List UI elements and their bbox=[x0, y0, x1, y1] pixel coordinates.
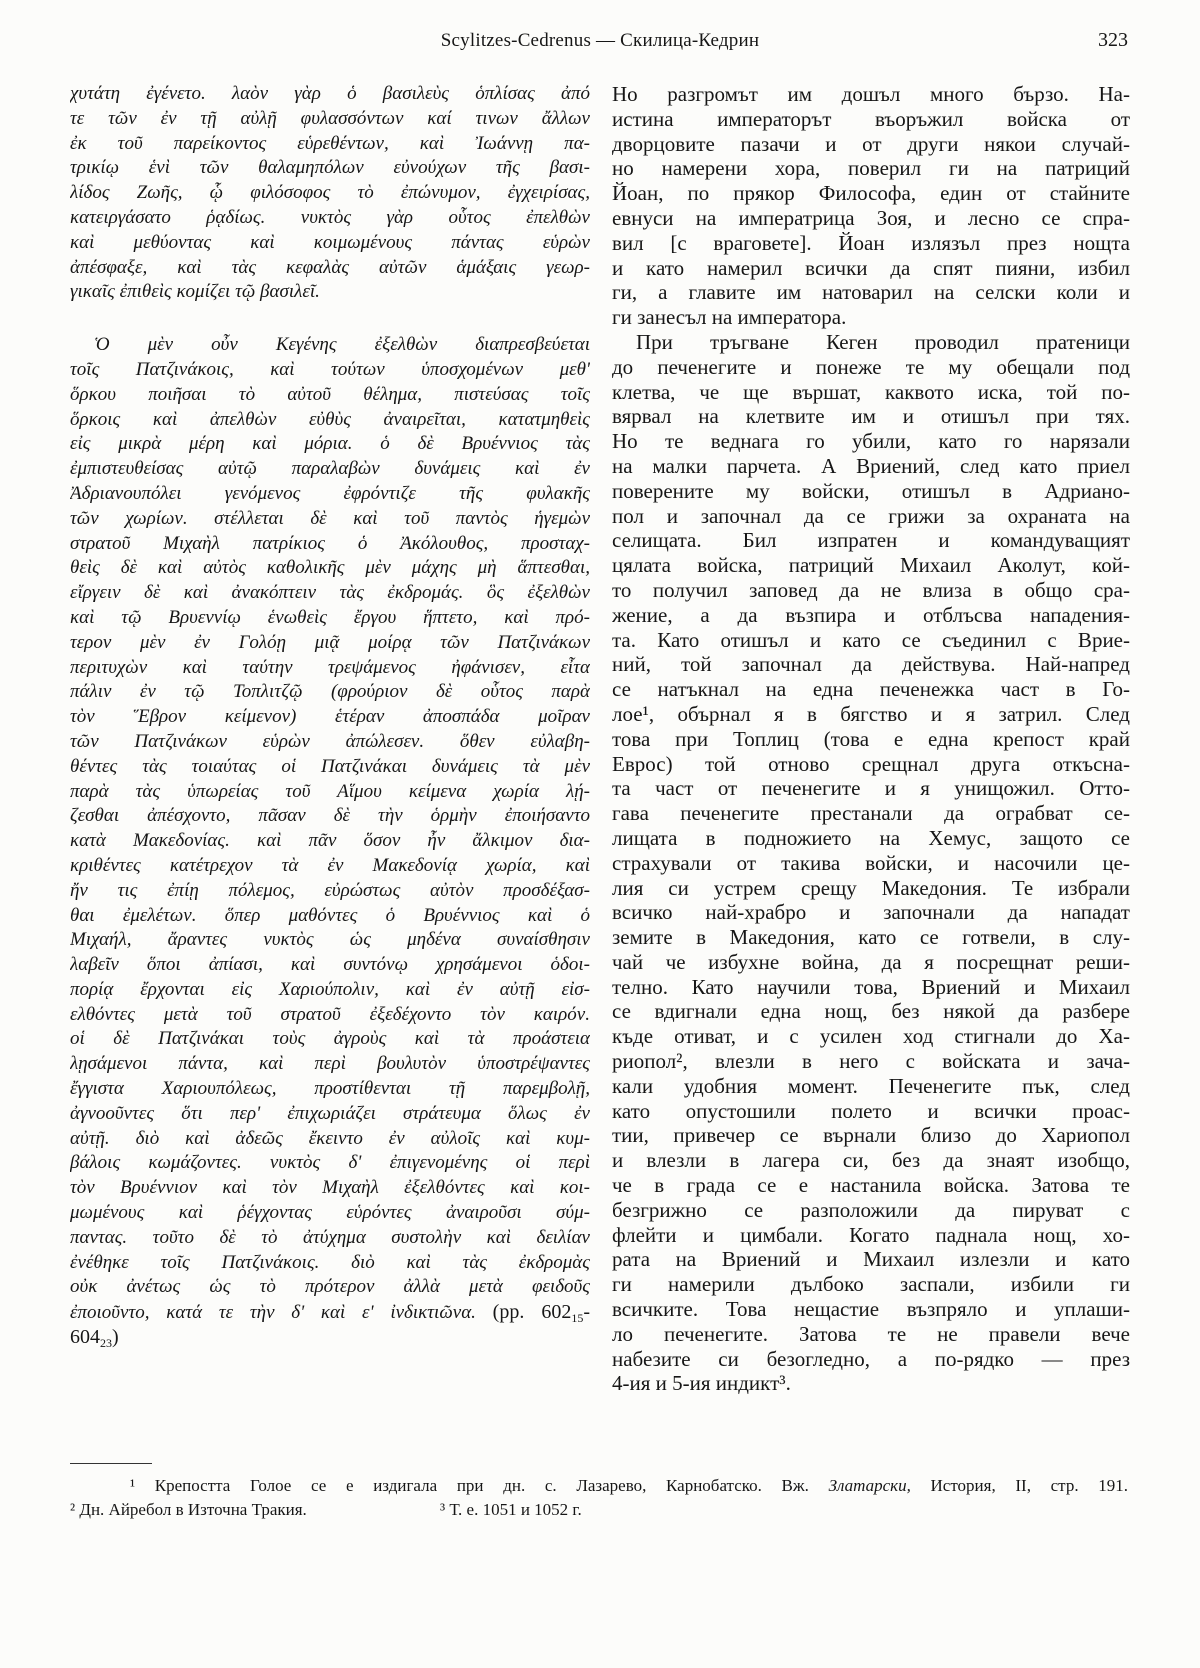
greek-text-column bbox=[70, 82, 590, 1350]
text-line: κατειργάσατο ῥᾳδίως. νυκτὸς γὰρ οὗτος ἐπελθὼν bbox=[70, 206, 590, 228]
text-line: θαι ἐμελέτων. ὅπερ μαθόντες ὁ Βρυέννιος καὶ ὁ bbox=[70, 904, 590, 926]
text-line: λῃσάμενοι πάντα, καὶ περὶ βουλυτὸν ὑποστρέψαντες bbox=[70, 1053, 590, 1075]
text-line: ἔγγιστα Χαριουπόλεως, προστίθενται τῇ παρεμβολῇ, bbox=[70, 1078, 590, 1100]
text-line: τῶν Πατζινάκων εὑρὼν ἀπώλεσεν. ὅθεν εὐλαβη- bbox=[70, 730, 590, 752]
text-line: Μιχαήλ, ἄραντες νυκτὸς ὡς μηδένα συναίσθησιν bbox=[70, 929, 590, 951]
text-line: ὅρκου ποιῆσαι τὸ αὐτοῦ θέλημα, πιστεύσας τοῖς bbox=[70, 383, 590, 405]
text-line: селищата. Бил изпратен и командуващият bbox=[612, 528, 1130, 553]
text-line: страхували от такива войски, и насочили це- bbox=[612, 850, 1130, 875]
text-line: та. Като отишъл и като се съединил с Врие- bbox=[612, 627, 1130, 652]
text-line: ἐκ τοῦ παρείκοντος εὑρεθέντων, καὶ Ἰωάννῃ πα- bbox=[70, 132, 590, 154]
text-line: Ὁ μὲν οὖν Κεγένης ἐξελθὼν διαπρεσβεύεται bbox=[94, 334, 590, 356]
text-line: и влезли в лагера си, без да знаят изобщо, bbox=[612, 1148, 1130, 1173]
text-line: лищата в подножието на Хемус, защото се bbox=[612, 825, 1130, 850]
text-line: Еврос) той отново срещнал друга откъсна- bbox=[612, 751, 1130, 776]
text-line: на малки парчета. А Вриений, след като приел bbox=[612, 453, 1130, 478]
text-line: παρὰ τὰς ὑπωρείας τοῦ Αἵμου κείμενα χωρία λῄ- bbox=[70, 780, 590, 802]
text-line: риопол², влезли в него с войската и зача- bbox=[612, 1049, 1130, 1074]
text-line: се вдигнали една нощ, без някой да разбере bbox=[612, 999, 1130, 1024]
text-line: жение, а да възпира и отблъсва нападения- bbox=[612, 602, 1130, 627]
text-line: евнуси на императрица Зоя, и лесно се спра- bbox=[612, 205, 1130, 230]
text-line: ги намерили дълбоко заспали, избили ги bbox=[612, 1272, 1130, 1297]
text-line: гава печенегите престанали да ограбват се- bbox=[612, 801, 1130, 826]
text-line: земите в Македония, като се готвели, в слу- bbox=[612, 925, 1130, 950]
footnote-3: ³ Т. е. 1051 и 1052 г. bbox=[440, 1500, 582, 1519]
text-line: Но те веднага го убили, като го нарязали bbox=[612, 429, 1130, 454]
text-line: λίδος Ζωῆς, ᾧ φιλόσοφος τὸ ἐπώνυμον, ἐγχειρίσας, bbox=[70, 182, 590, 204]
text-line: ги занесъл на императора. bbox=[612, 305, 847, 330]
running-header-title: Scylitzes-Cedrenus — Скилица-Кедрин bbox=[440, 30, 760, 51]
text-line: Йоан, по прякор Философа, един от стайните bbox=[612, 181, 1130, 206]
text-line: вил [с враговете]. Йоан излязъл през нощта bbox=[612, 230, 1130, 255]
text-line: τε τῶν ἐν τῇ αὐλῇ φυλασσόντων καί τινων ἄλλων bbox=[70, 107, 590, 129]
text-line: ζεσθαι ἀπέσχοντο, πᾶσαν δὲ τὴν ὁρμὴν ἐποιήσαντο bbox=[70, 805, 590, 827]
text-line: къде отиват, и с усилен ход стигнали до Ха- bbox=[612, 1024, 1130, 1049]
text-line: τὸν Βρυέννιον καὶ τὸν Μιχαὴλ ἐξελθόντες καὶ κοι- bbox=[70, 1177, 590, 1199]
text-line: но намерени хора, поверил ги на патриций bbox=[612, 156, 1130, 181]
text-line: πάλιν ἐν τῷ Τοπλιτζῷ (φρούριον δὲ οὗτος παρὰ bbox=[70, 681, 590, 703]
text-line: οἱ δὲ Πατζινάκαι τοὺς ἀγροὺς καὶ τὰ προάστεια bbox=[70, 1028, 590, 1050]
text-line: телно. Като научили това, Вриений и Михаил bbox=[612, 974, 1130, 999]
bulgarian-paragraph bbox=[612, 330, 1130, 1396]
bulgarian-text-column bbox=[612, 82, 1130, 1396]
greek-paragraph bbox=[70, 333, 590, 1350]
text-line: ελθόντες μετὰ τοῦ στρατοῦ ἐξεδέχοντο τὸν καιρόν. bbox=[70, 1003, 590, 1025]
text-line: това при Топлиц (това е една крепост край bbox=[612, 726, 1130, 751]
text-line: безгрижно се разположили да пируват с bbox=[612, 1197, 1130, 1222]
text-line: τρικίῳ ἑνὶ τῶν θαλαμηπόλων εὐνούχων τῆς βασι- bbox=[70, 157, 590, 179]
greek-paragraph bbox=[70, 82, 590, 305]
text-line: ἤν τις ἐπίῃ πόλεμος, εὐρώστως αὐτὸν προσδέξασ- bbox=[70, 879, 590, 901]
text-line: βάλοις κωμάζοντες. νυκτὸς δ' ἐπιγενομένης οἱ περὶ bbox=[70, 1152, 590, 1174]
bulgarian-paragraph bbox=[612, 82, 1130, 330]
text-line: κριθέντες κατέτρεχον τὰ ἐν Μακεδονίᾳ χωρία, καὶ bbox=[70, 854, 590, 876]
text-line: ний, той започнал да действува. Най-напред bbox=[612, 652, 1130, 677]
text-line: εἰς μικρὰ μέρη καὶ μόρια. ὁ δὲ Βρυέννιος τὰς bbox=[70, 433, 590, 455]
text-line: 4-ия и 5-ия индикт³. bbox=[612, 1371, 791, 1396]
text-line: пол и започнал да се грижи за охраната на bbox=[612, 503, 1130, 528]
text-line: рата на Вриений и Михаил излезли и като bbox=[612, 1247, 1130, 1272]
text-line: εἴργειν δὲ καὶ ἀνακόπτειν τὰς ἐκδρομάς. ὃς ἐξελθὼν bbox=[70, 582, 590, 604]
text-line: клетва, че ще вършат, каквото иска, той по- bbox=[612, 379, 1130, 404]
footnote-1-reference: История, II, стр. 191. bbox=[930, 1476, 1128, 1495]
text-line: лое¹, обърнал я в бягство и я затрил. След bbox=[612, 701, 1130, 726]
text-line: τερον μὲν ἐν Γολόῃ μιᾷ μοίρᾳ τῶν Πατζινάκων bbox=[70, 631, 590, 653]
text-line: ги, а главите им натоварил на селски коли и bbox=[612, 280, 1130, 305]
footnote-rule bbox=[70, 1463, 152, 1464]
line-tail: - bbox=[583, 1301, 590, 1324]
line-text: ἐποιοῦντο, κατά τε τὴν δ' καὶ ε' ἰνδικτιῶνα. bbox=[70, 1302, 476, 1324]
footnotes bbox=[70, 1474, 1128, 1522]
text-line: набезите си безогледно, а по-рядко — през bbox=[612, 1346, 1130, 1371]
text-line: μωμένους καὶ ῥέγχοντας εὑρόντες ἀναιροῦσι σύμ- bbox=[70, 1202, 590, 1224]
text-line: като опустошили полето и всички проас- bbox=[612, 1098, 1130, 1123]
text-line: αὐτῇ. διὸ καὶ ἀδεῶς ἔκειντο ἐν αὐλοῖς καὶ κυμ- bbox=[70, 1127, 590, 1149]
text-line: στρατοῦ Μιχαὴλ πατρίκιος ὁ Ἀκόλουθος, προσταχ- bbox=[70, 532, 590, 554]
text-line: Но разгромът им дошъл много бързо. На- bbox=[612, 82, 1130, 106]
text-line: тии, привечер се върнали близо до Хариопол bbox=[612, 1123, 1130, 1148]
footnote-1 bbox=[70, 1474, 1128, 1498]
text-line: θεὶς δὲ καὶ αὐτὸς καθολικῆς μὲν μάχης μὴ ἅπτεσθαι, bbox=[70, 557, 590, 579]
text-line bbox=[70, 1325, 590, 1350]
text-line: дворцовите пазачи и от други някои случай- bbox=[612, 131, 1130, 156]
line-sub: 23 bbox=[100, 1336, 112, 1350]
text-line: χυτάτη ἐγένετο. λαὸν γὰρ ὁ βασιλεὺς ὁπλίσας ἀπό bbox=[70, 83, 590, 104]
text-line: лия си устрем срещу Македония. Те избрали bbox=[612, 875, 1130, 900]
text-line: цялата войска, патриций Михаил Аколут, кой- bbox=[612, 553, 1130, 578]
text-line: и като намерил всички да спят пияни, избил bbox=[612, 255, 1130, 280]
text-line: поверените му войски, отишъл в Адриано- bbox=[612, 478, 1130, 503]
text-line: всичко най-храбро и започнали да нападат bbox=[612, 900, 1130, 925]
text-line: Ἀδριανουπόλει γενόμενος ἐφρόντιζε τῆς φυλακῆς bbox=[70, 482, 590, 504]
text-line: τοῖς Πατζινάκοις, καὶ τούτων ὑποσχομένων μεθ' bbox=[70, 358, 590, 380]
footnote-line-2 bbox=[70, 1498, 1128, 1522]
text-line: ло печенегите. Затова те не правели вече bbox=[612, 1321, 1130, 1346]
text-line: κατὰ Μακεδονίας. καὶ πᾶν ὅσον ἦν ἄλκιμον δια- bbox=[70, 830, 590, 852]
line-ref: (pp. 602 bbox=[492, 1301, 572, 1324]
text-line: кали удобния момент. Печенегите пък, след bbox=[612, 1073, 1130, 1098]
text-line: При тръгване Кеген проводил пратеници bbox=[636, 329, 1130, 354]
text-line: λαβεῖν ὅποι ἀπίασι, καὶ συντόνῳ χρησάμενοι ὁδοι- bbox=[70, 954, 590, 976]
text-line: флейти и цимбали. Когато паднала нощ, хо- bbox=[612, 1222, 1130, 1247]
text-line: γικαῖς ἐπιθεὶς κομίζει τῷ βασιλεῖ. bbox=[70, 281, 320, 303]
line-sub: 15 bbox=[571, 1311, 584, 1326]
text-line: ἀγνοοῦντες ὅτι περ' ἐπιχωριάζει στράτευμα ὅλως ἐν bbox=[70, 1102, 590, 1124]
text-line: παντας. τοῦτο δὲ τὸ ἀτύχημα συστολὴν καὶ δειλίαν bbox=[70, 1226, 590, 1248]
text-line: чай че избухне война, да я посрещнат реши- bbox=[612, 949, 1130, 974]
text-line: ἐμπιστευθείσας αὐτῷ παραλαβὼν δυνάμεις καὶ ἐν bbox=[70, 458, 590, 480]
text-line: ἐνέθηκε τοῖς Πατζινάκοις. διὸ καὶ τὰς ἐκδρομὰς bbox=[70, 1251, 590, 1273]
text-line: περιτυχὼν καὶ ταύτην τρεψάμενος ἠφάνισεν, εἶτα bbox=[70, 656, 590, 678]
line-tail: ) bbox=[112, 1326, 119, 1349]
text-line: че в града се е настанила войска. Затова те bbox=[612, 1173, 1130, 1198]
text-line: τὸν Ἕβρον κείμενον) ἑτέραν ἀποσπάδα μοῖραν bbox=[70, 706, 590, 728]
text-line: ἀπέσφαξε, καὶ τὰς κεφαλὰς αὐτῶν ἁμάξαις γεωρ- bbox=[70, 256, 590, 278]
footnote-2: ² Дн. Айребол в Източна Тракия. bbox=[70, 1500, 307, 1519]
text-line: та част от печенегите и я унищожил. Отто- bbox=[612, 776, 1130, 801]
text-line: θέντες τὰς τοιαύτας οἱ Πατζινάκαι δυνάμεις τὰ μὲν bbox=[70, 755, 590, 777]
text-line: вярвал на клетвите им и отишъл при тях. bbox=[612, 404, 1130, 429]
footnote-1-author: Златарски, bbox=[828, 1476, 911, 1495]
text-line bbox=[70, 1300, 590, 1325]
text-line: то получил заповед да не влиза в общо сра- bbox=[612, 577, 1130, 602]
text-line: καὶ μεθύοντας καὶ κοιμωμένους πάντας εὑρὼν bbox=[70, 231, 590, 253]
text-line: се натъкнал на една печенежка част в Го- bbox=[612, 677, 1130, 702]
text-line: οὐκ ἀνέτως ὡς τὸ πρότερον ἀλλὰ μετὰ φειδοῦς bbox=[70, 1276, 590, 1298]
text-line: καὶ τῷ Βρυεννίῳ ἑνωθεὶς ἔργου ἥπτετο, καὶ πρό- bbox=[70, 606, 590, 628]
page-number: 323 bbox=[1098, 29, 1128, 51]
text-line: ὅρκοις καὶ ἀπελθὼν εὐθὺς ἀναιρεῖται, κατατμηθεὶς bbox=[70, 408, 590, 430]
text-line: до печенегите и понеже те му обещали под bbox=[612, 354, 1130, 379]
line-ref: 604 bbox=[70, 1326, 100, 1349]
text-line: πορίᾳ ἔρχονται εἰς Χαριούπολιν, καὶ ἐν αὐτῇ εἰσ- bbox=[70, 978, 590, 1000]
text-line: истина императорът въоръжил войска от bbox=[612, 106, 1130, 131]
footnote-1-text: ¹ Крепостта Голое се е издигала при дн. с. Лазарево, Карнобатско. Вж. bbox=[130, 1476, 809, 1495]
text-line: всичките. Това нещастие възпряло и уплаши- bbox=[612, 1297, 1130, 1322]
text-line: τῶν χωρίων. στέλλεται δὲ καὶ τοῦ παντὸς ἡγεμὼν bbox=[70, 507, 590, 529]
